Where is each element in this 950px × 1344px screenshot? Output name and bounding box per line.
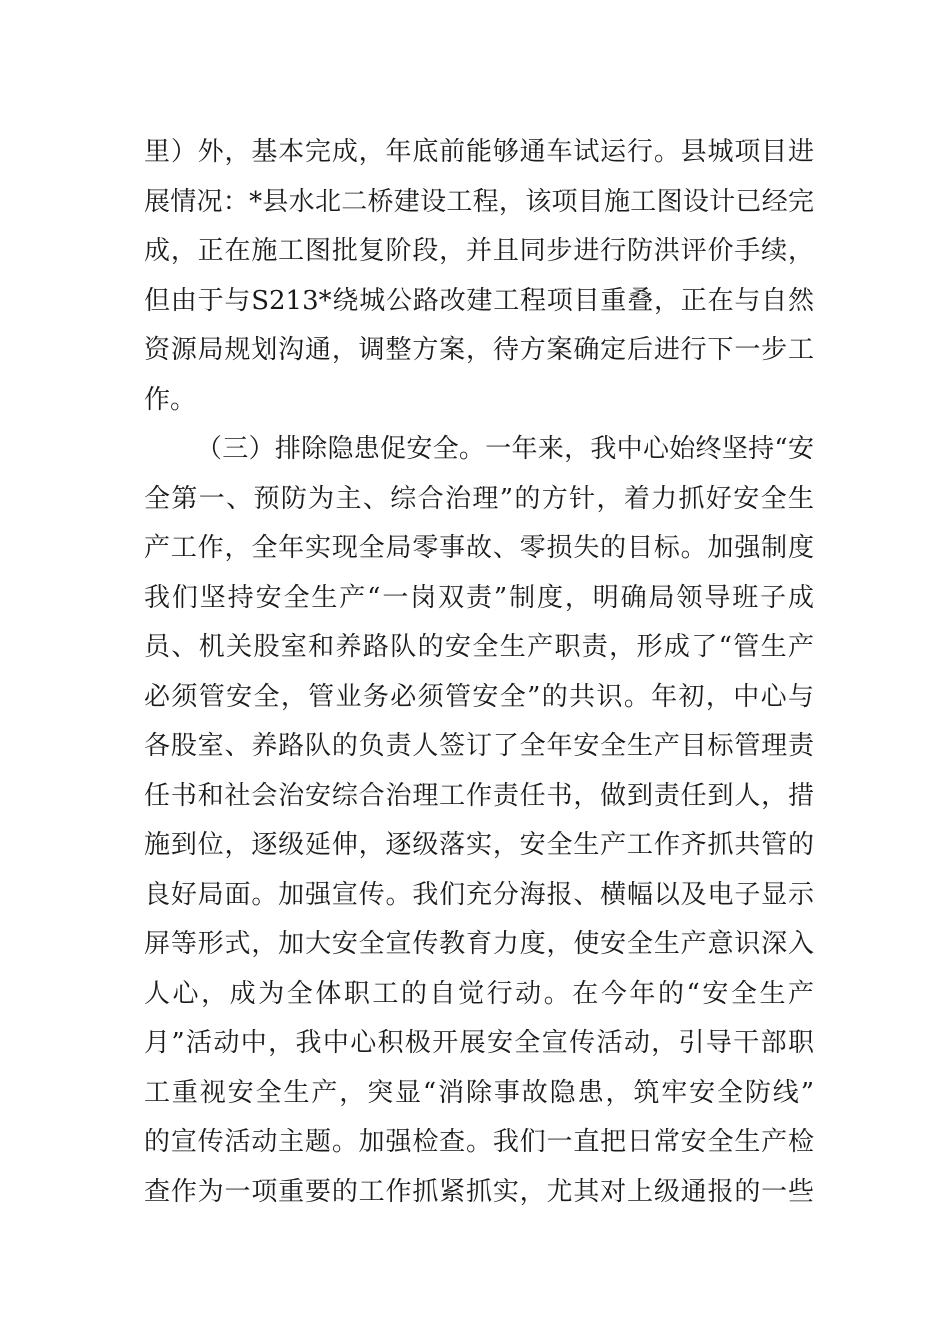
text-line: 查作为一项重要的工作抓紧抓实，尤其对上级通报的一些: [144, 1176, 814, 1207]
text-line: 作。: [144, 384, 197, 415]
text-line: 里）外，基本完成，年底前能够通车试运行。县城项目进: [144, 137, 814, 167]
text-line: 展情况：*县水北二桥建设工程，该项目施工图设计已经完: [144, 186, 814, 217]
body-text: [144, 128, 814, 1217]
text-line: 屏等形式，加大安全宣传教育力度，使安全生产意识深入: [144, 929, 814, 959]
text-line: 产工作，全年实现全局零事故、零损失的目标。加强制度: [144, 533, 814, 563]
text-line: 成，正在施工图批复阶段，并且同步进行防洪评价手续，: [144, 236, 814, 266]
section-heading-line: （三）排除隐患促安全。一年来，我中心始终坚持“安: [196, 434, 814, 464]
text-line: 我们坚持安全生产“一岗双责”制度，明确局领导班子成: [144, 582, 814, 613]
text-line: 良好局面。加强宣传。我们充分海报、横幅以及电子显示: [144, 879, 814, 910]
text-line: 资源局规划沟通，调整方案，待方案确定后进行下一步工: [144, 335, 814, 365]
text-line: 但由于与S213*绕城公路改建工程项目重叠，正在与自然: [144, 285, 814, 316]
text-line: 必须管安全，管业务必须管安全”的共识。年初，中心与: [144, 681, 814, 712]
text-line: 的宣传活动主题。加强检查。我们一直把日常安全生产检: [144, 1127, 814, 1157]
text-line: 任书和社会治安综合治理工作责任书，做到责任到人，措: [144, 780, 814, 811]
text-line: 员、机关股室和养路队的安全生产职责，形成了“管生产: [144, 632, 814, 662]
text-line: 施到位，逐级延伸，逐级落实，安全生产工作齐抓共管的: [144, 830, 814, 860]
text-line: 月”活动中，我中心积极开展安全宣传活动，引导干部职: [144, 1028, 814, 1058]
text-line: 人心，成为全体职工的自觉行动。在今年的“安全生产: [144, 978, 814, 1009]
text-line: 各股室、养路队的负责人签订了全年安全生产目标管理责: [144, 731, 814, 761]
text-line: 全第一、预防为主、综合治理”的方针，着力抓好安全生: [144, 483, 814, 514]
text-line: 工重视安全生产，突显“消除事故隐患，筑牢安全防线”: [144, 1077, 814, 1108]
